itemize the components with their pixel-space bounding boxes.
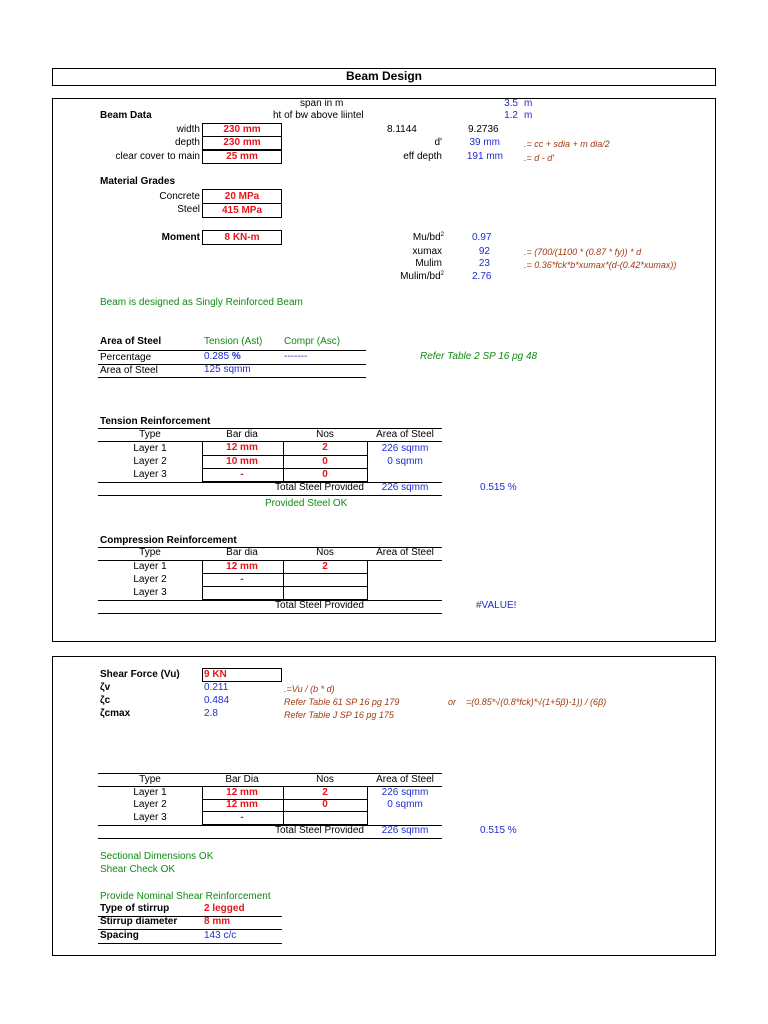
width-label: width xyxy=(176,124,200,135)
tension-row-2-dia[interactable]: 10 mm xyxy=(226,456,258,467)
tension-ast-header: Tension (Ast) xyxy=(204,336,263,347)
tension-row-2-type: Layer 2 xyxy=(133,456,167,467)
spacing-label: Spacing xyxy=(100,930,139,941)
table-reference: Refer Table 2 SP 16 pg 48 xyxy=(420,351,538,362)
tension-row-3-dia[interactable]: - xyxy=(240,469,244,480)
shear-row-2-area: 0 sqmm xyxy=(387,799,423,810)
shear-force-value[interactable]: 9 KN xyxy=(204,669,227,680)
shear-header-type: Type xyxy=(139,774,161,785)
shear-row-2-dia[interactable]: 12 mm xyxy=(226,799,258,810)
beam-data-heading: Beam Data xyxy=(100,110,152,121)
compression-header-area: Area of Steel xyxy=(376,547,434,558)
compression-row-1-nos[interactable]: 2 xyxy=(322,561,328,572)
eff-depth-value: 191 mm xyxy=(466,151,503,162)
compression-row-1-dia[interactable]: 12 mm xyxy=(226,561,258,572)
tension-total-label: Total Steel Provided xyxy=(275,482,364,493)
tension-line-bottom xyxy=(98,495,442,496)
tau-v-label: ζv xyxy=(100,682,111,693)
shear-total-value: 226 sqmm xyxy=(381,825,429,836)
compression-line-bottom xyxy=(98,613,442,614)
compression-total-label: Total Steel Provided xyxy=(275,600,364,611)
shear-row-1-type: Layer 1 xyxy=(133,787,167,798)
tension-status: Provided Steel OK xyxy=(265,498,348,509)
shear-header-bar-dia: Bar Dia xyxy=(225,774,259,785)
shear-row-1-dia[interactable]: 12 mm xyxy=(226,787,258,798)
compression-row-3-type: Layer 3 xyxy=(133,587,167,598)
d-prime-formula: .= cc + sdia + m dia/2 xyxy=(524,139,610,149)
cover-value[interactable]: 25 mm xyxy=(226,151,258,162)
tension-row-3-nos[interactable]: 0 xyxy=(322,469,328,480)
width-value[interactable]: 230 mm xyxy=(223,124,261,135)
area-value: 125 sqmm xyxy=(204,364,251,375)
eff-depth-formula: .= d - d' xyxy=(524,153,554,163)
stirrup-line-3 xyxy=(98,943,282,944)
sectional-status: Sectional Dimensions OK xyxy=(100,851,214,862)
shear-row-2-type: Layer 2 xyxy=(133,799,167,810)
tension-row-1-dia[interactable]: 12 mm xyxy=(226,442,258,453)
shear-header-nos: Nos xyxy=(316,774,334,785)
d-prime-label: d' xyxy=(434,137,442,148)
tension-header-type: Type xyxy=(139,429,161,440)
concrete-label: Concrete xyxy=(159,191,200,202)
compression-grid-row-2 xyxy=(202,586,368,587)
material-grades-heading: Material Grades xyxy=(100,176,176,187)
moment-value[interactable]: 8 KN-m xyxy=(224,232,260,243)
stirrup-diameter-value[interactable]: 8 mm xyxy=(204,916,231,927)
cover-label: clear cover to main xyxy=(115,151,200,162)
compr-asc-header: Compr (Asc) xyxy=(284,336,341,347)
aos-line-3 xyxy=(98,377,366,378)
mu-bd-label: $Mu/bd^2$ xyxy=(412,232,444,243)
steel-label: Steel xyxy=(177,204,200,215)
calc-value-1: 8.1144 xyxy=(387,124,417,135)
area-label: Area of Steel xyxy=(100,365,158,376)
tension-total-percent: 0.515 % xyxy=(480,482,517,493)
shear-total-label: Total Steel Provided xyxy=(275,825,364,836)
xumax-value: 92 xyxy=(478,246,490,257)
shear-check-status: Shear Check OK xyxy=(100,864,176,875)
compr-value: ------- xyxy=(284,351,308,362)
page-title: Beam Design xyxy=(345,69,423,83)
steel-value[interactable]: 415 MPa xyxy=(221,205,263,216)
mu-bd-value: 0.97 xyxy=(472,232,492,243)
d-prime-value: 39 mm xyxy=(469,137,500,148)
compression-reinforcement-heading: Compression Reinforcement xyxy=(100,535,237,546)
tension-header-bar-dia: Bar dia xyxy=(226,429,258,440)
span-label: span in m xyxy=(300,98,344,109)
shear-line-bottom xyxy=(98,838,442,839)
stirrup-diameter-label: Stirrup diameter xyxy=(100,916,178,927)
area-of-steel-heading: Area of Steel xyxy=(100,336,162,347)
shear-force-label: Shear Force (Vu) xyxy=(100,669,180,680)
eff-depth-label: eff depth xyxy=(403,151,442,162)
mulim-value: 23 xyxy=(478,258,490,269)
mulim-bd-label: Mulim/$bd^2$ xyxy=(400,271,444,282)
compression-row-1-type: Layer 1 xyxy=(133,561,167,572)
compression-row-2-dia[interactable]: - xyxy=(240,574,244,585)
tau-v-value: 0.211 xyxy=(204,682,229,693)
shear-row-2-nos[interactable]: 0 xyxy=(322,799,328,810)
mulim-label: Mulim xyxy=(415,258,442,269)
shear-row-3-dia[interactable]: - xyxy=(240,812,244,823)
calc-value-2: 9.2736 xyxy=(468,124,499,135)
tension-row-3-type: Layer 3 xyxy=(133,469,167,480)
tension-row-1-nos[interactable]: 2 xyxy=(322,442,328,453)
height-unit: m xyxy=(524,110,533,121)
shear-row-3-type: Layer 3 xyxy=(133,812,167,823)
tau-c-reference: Refer Table 61 SP 16 pg 179 xyxy=(284,697,400,707)
mulim-bd-value: 2.76 xyxy=(472,271,492,282)
tau-c-max-label: ζcmax xyxy=(100,708,131,719)
xumax-formula: .= (700/(1100 * (0.87 * fy)) * d xyxy=(524,247,642,257)
mulim-formula: .= 0.36*fck*b*xumax*(d-(0.42*xumax)) xyxy=(524,260,677,270)
tau-v-formula: .=Vu / (b * d) xyxy=(284,684,335,694)
span-unit: m xyxy=(524,98,533,109)
spacing-value: 143 c/c xyxy=(204,930,237,941)
height-value[interactable]: 1.2 xyxy=(504,110,518,121)
compression-header-nos: Nos xyxy=(316,547,334,558)
tension-row-1-area: 226 sqmm xyxy=(381,443,429,454)
tension-reinforcement-heading: Tension Reinforcement xyxy=(100,416,211,427)
percentage-value: 0.285 % xyxy=(204,351,241,362)
tension-row-2-nos[interactable]: 0 xyxy=(322,456,328,467)
tau-c-max-reference: Refer Table J SP 16 pg 175 xyxy=(284,710,394,720)
tension-header-area: Area of Steel xyxy=(376,429,434,440)
concrete-value[interactable]: 20 MPa xyxy=(224,191,260,202)
tension-total-value: 226 sqmm xyxy=(381,482,429,493)
xumax-label: xumax xyxy=(412,246,442,257)
tau-c-formula: =(0.85*√(0.8*fck)*√(1+5β)-1)) / (6β) xyxy=(466,697,607,707)
tau-c-value: 0.484 xyxy=(204,695,230,706)
tension-row-1-type: Layer 1 xyxy=(133,443,167,454)
moment-label: Moment xyxy=(161,232,200,243)
tau-c-or: or xyxy=(448,697,457,707)
depth-label: depth xyxy=(174,137,200,148)
compression-header-bar-dia: Bar dia xyxy=(226,547,258,558)
stirrup-type-value[interactable]: 2 legged xyxy=(204,903,245,914)
height-label: ht of bw above liintel xyxy=(273,110,364,121)
tau-c-label: ζc xyxy=(100,695,111,706)
shear-row-1-nos[interactable]: 2 xyxy=(322,787,328,798)
span-value[interactable]: 3.5 xyxy=(504,98,518,109)
design-status: Beam is designed as Singly Reinforced Beam xyxy=(100,297,303,308)
shear-header-area: Area of Steel xyxy=(376,774,434,785)
compression-total-value: #VALUE! xyxy=(476,600,517,611)
depth-value[interactable]: 230 mm xyxy=(223,137,261,148)
compression-row-2-type: Layer 2 xyxy=(133,574,167,585)
tension-row-2-area: 0 sqmm xyxy=(387,456,423,467)
tension-header-nos: Nos xyxy=(316,429,334,440)
tau-c-max-value: 2.8 xyxy=(204,708,218,719)
shear-row-1-area: 226 sqmm xyxy=(381,787,429,798)
shear-total-percent: 0.515 % xyxy=(480,825,517,836)
stirrup-type-label: Type of stirrup xyxy=(100,903,170,914)
nominal-shear-note: Provide Nominal Shear Reinforcement xyxy=(100,891,271,902)
compression-header-type: Type xyxy=(139,547,161,558)
percentage-label: Percentage xyxy=(100,352,152,363)
